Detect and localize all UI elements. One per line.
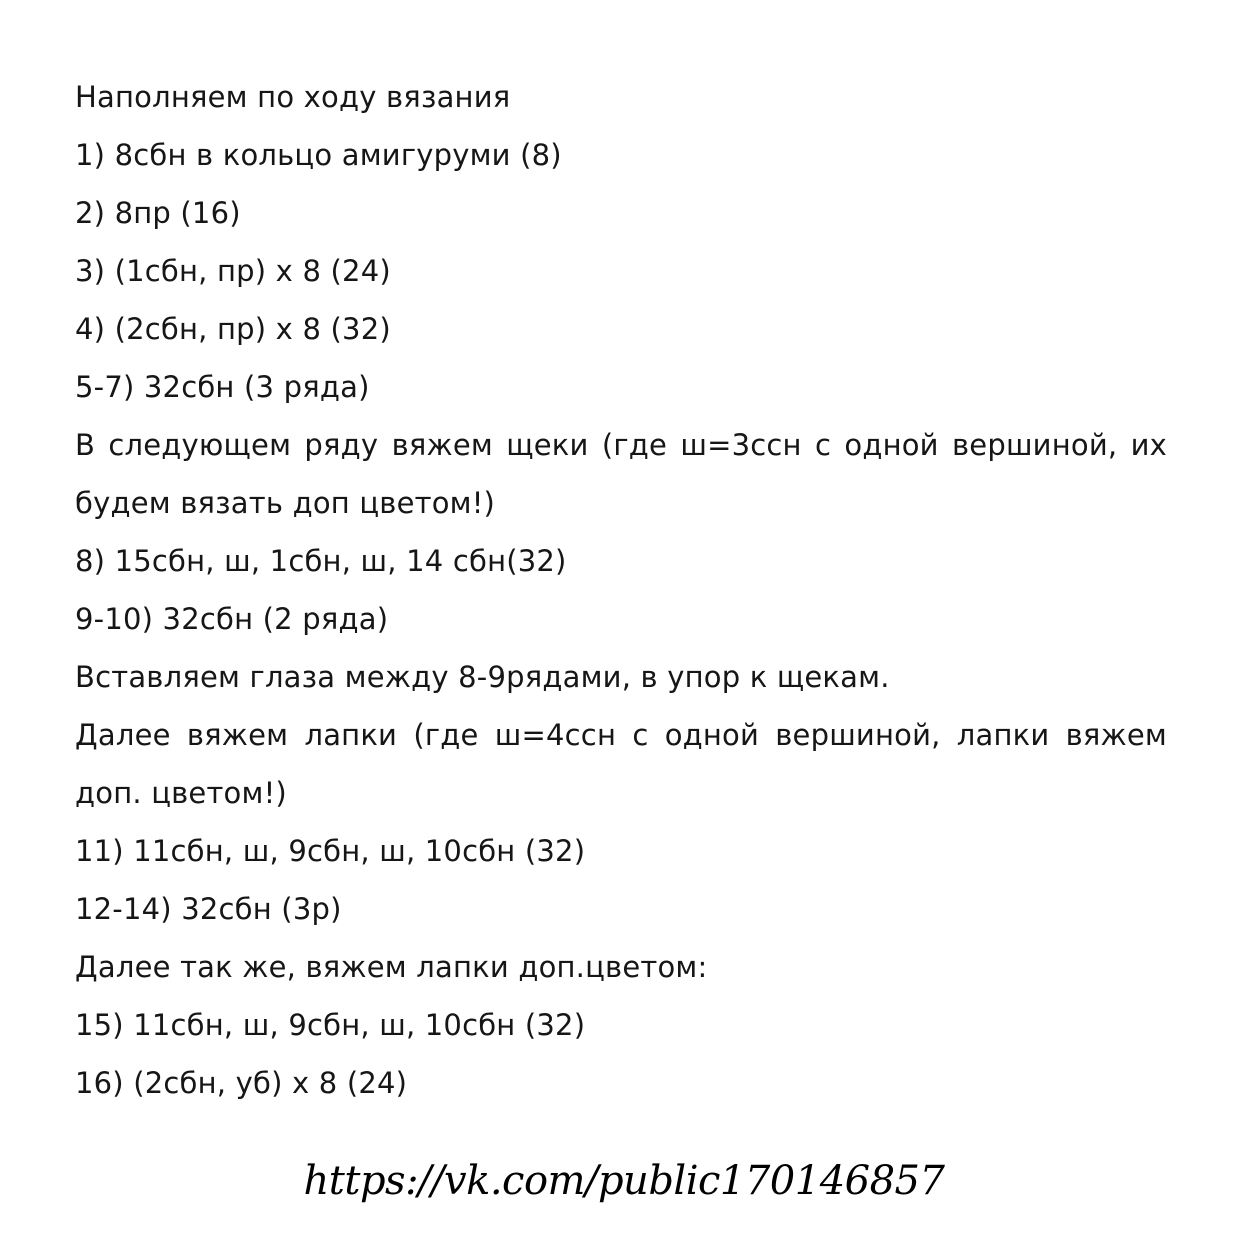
- paws-note-line-1: Далее вяжем лапки (где ш=4ссн с одной вершиной, лапки вяжем: [75, 718, 1167, 752]
- row-2: 2) 8пр (16): [75, 196, 241, 230]
- watermark-url: https://vk.com/public170146857: [303, 1158, 945, 1204]
- row-16: 16) (2сбн, уб) х 8 (24): [75, 1066, 408, 1100]
- paws-note-2: Далее так же, вяжем лапки доп.цветом:: [75, 950, 708, 984]
- row-12-14: 12-14) 32сбн (3р): [75, 892, 342, 926]
- row-3: 3) (1сбн, пр) х 8 (24): [75, 254, 391, 288]
- intro-line: Наполняем по ходу вязания: [75, 80, 511, 114]
- paws-note-line-2: доп. цветом!): [75, 776, 287, 810]
- row-11: 11) 11сбн, ш, 9сбн, ш, 10сбн (32): [75, 834, 586, 868]
- cheeks-note-line-1: В следующем ряду вяжем щеки (где ш=3ссн с одной вершиной, их: [75, 428, 1167, 462]
- row-5-7: 5-7) 32сбн (3 ряда): [75, 370, 370, 404]
- row-8: 8) 15сбн, ш, 1сбн, ш, 14 сбн(32): [75, 544, 567, 578]
- row-15: 15) 11сбн, ш, 9сбн, ш, 10сбн (32): [75, 1008, 586, 1042]
- row-4: 4) (2сбн, пр) х 8 (32): [75, 312, 391, 346]
- row-9-10: 9-10) 32сбн (2 ряда): [75, 602, 389, 636]
- pattern-text: [75, 68, 1167, 1112]
- eyes-note: Вставляем глаза между 8-9рядами, в упор к щекам.: [75, 660, 890, 694]
- cheeks-note-line-2: будем вязать доп цветом!): [75, 486, 496, 520]
- row-1: 1) 8сбн в кольцо амигуруми (8): [75, 138, 562, 172]
